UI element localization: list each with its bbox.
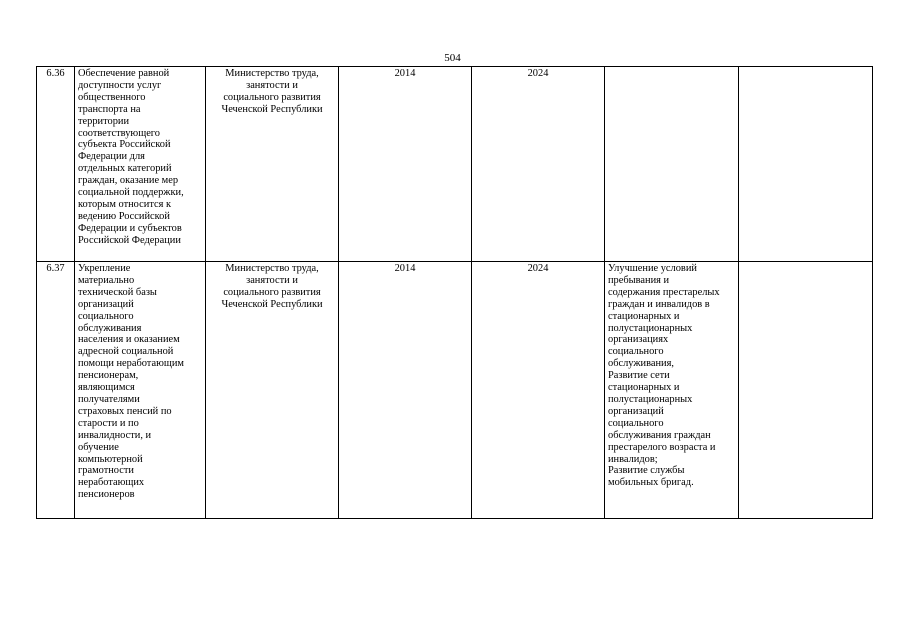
table-row-6-37 <box>37 262 873 519</box>
related-indicators-cell <box>739 67 873 262</box>
executor-cell <box>206 262 339 519</box>
measure-name-cell <box>75 67 206 262</box>
row-number: 6.37 <box>37 262 75 519</box>
end-year: 2024 <box>472 262 605 519</box>
expected-result-cell <box>605 67 739 262</box>
measure-name-cell <box>75 262 206 519</box>
end-year: 2024 <box>472 67 605 262</box>
executor-name: Министерство труда, занятости и социального развития Чеченской Республики <box>221 68 323 115</box>
page-number: 504 <box>444 52 461 64</box>
executor-cell <box>206 67 339 262</box>
start-year: 2014 <box>339 262 472 519</box>
executor-name: Министерство труда, занятости и социального развития Чеченской Республики <box>221 263 323 310</box>
start-year: 2014 <box>339 67 472 262</box>
measure-name: Обеспечение равной доступности услуг общественного транспорта на территории соответствующего субъекта Российской Федерации для отдельных категорий граждан, оказание мер социальной поддержки, которым относится к ведению Российской Федерации и субъектов Российской Федерации <box>78 68 184 246</box>
table-row-6-36 <box>37 67 873 262</box>
row-number: 6.36 <box>37 67 75 262</box>
expected-result: Улучшение условий пребывания и содержания престарелых граждан и инвалидов в стационарных и полустационарных организациях социального обслуживания, Развитие сети стационарных и полустационарных организаций социального обслуживания граждан престарелого возраста и инвалидов; Развитие службы мобильных бригад. <box>608 263 720 489</box>
program-table <box>36 66 873 519</box>
measure-name: Укрепление материально технической базы организаций социального обслуживания населения и оказанием адресной социальной помощи неработающим пенсионерам, являющимся получателями страховых пенсий по старости и по инвалидности, и обучение компьютерной грамотности неработающих пенсионеров <box>78 263 184 501</box>
related-indicators-cell <box>739 262 873 519</box>
expected-result-cell <box>605 262 739 519</box>
